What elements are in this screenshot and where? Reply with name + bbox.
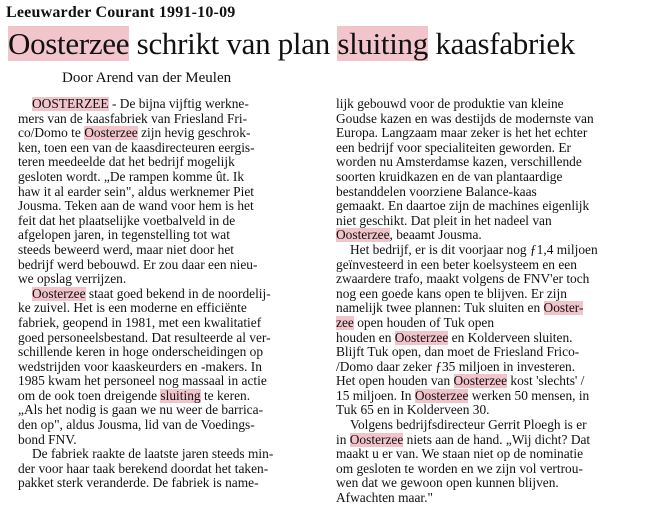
article-text: der voor haar taak berekend doordat het taken- xyxy=(18,461,269,476)
headline xyxy=(8,26,658,62)
article-line xyxy=(336,141,654,156)
article-text: , beaamt Jousma. xyxy=(389,228,482,243)
headline-text-2: kaasfabriek xyxy=(427,26,575,61)
article-text: steeds beweerd werd, maar niet door het xyxy=(18,242,235,257)
article-text: soorten kruidkazen en de van plantaardige xyxy=(336,169,563,184)
article-line xyxy=(336,301,654,316)
article-line xyxy=(336,228,654,243)
article-text: teren meedeelde dat het bedrijf mogelijk xyxy=(18,155,235,170)
article-line xyxy=(18,214,327,229)
article-text: geïnvesteerd in een beter koelsysteem en een xyxy=(336,257,577,272)
article-text: Goudse kazen en was destijds de modernste van xyxy=(336,111,594,126)
article-line xyxy=(18,462,327,477)
article-line xyxy=(18,185,327,200)
article-line xyxy=(18,170,327,185)
article-line xyxy=(336,97,654,112)
article-text: nog een goede kans open te blijven. Er zijn xyxy=(336,286,567,301)
article-line xyxy=(336,126,654,141)
article-text: Volgens bedrijfsdirecteur Gerrit Ploegh is er xyxy=(350,418,587,433)
article-line xyxy=(18,141,327,156)
article-line xyxy=(18,433,327,448)
headline-keyword-oosterzee: Oosterzee xyxy=(8,26,130,61)
article-line xyxy=(336,258,654,273)
article-line xyxy=(18,258,327,273)
article-line xyxy=(18,403,327,418)
article-text: bedrijf werd bebouwd. Er zou daar een nieu- xyxy=(18,257,258,272)
article-text: den op", aldus Jousma, lid van de Voedings- xyxy=(18,418,255,433)
article-line xyxy=(336,403,654,418)
highlighted-term: OOSTERZEE xyxy=(32,97,109,111)
highlighted-term: Ooster- xyxy=(543,301,584,316)
article-text: 15 miljoen. In xyxy=(336,388,415,403)
highlighted-term: Oosterzee xyxy=(349,432,404,447)
article-text: worden nu Amsterdamse kazen, verschillende xyxy=(336,155,582,170)
article-line xyxy=(336,155,654,170)
article-text: „Als het nodig is gaan we nu weer de barrica- xyxy=(18,403,264,418)
article-line xyxy=(18,199,327,214)
article-text: /Domo daar zeker ƒ35 miljoen in investeren. xyxy=(336,359,576,374)
article-line xyxy=(336,185,654,200)
article-line xyxy=(336,316,654,331)
article-line xyxy=(18,287,327,302)
article-line xyxy=(336,272,654,287)
article-text: open houden of Tuk open xyxy=(353,315,495,330)
article-text: ke zuivel. Het is een moderne en efficiënte xyxy=(18,301,247,316)
article-text: om gesloten te worden en we zijn vol vertrou- xyxy=(336,461,583,476)
article-text: om de ook toen dreigende xyxy=(18,388,161,403)
article-text: 1985 kwam het personeel nog massaal in actie xyxy=(18,374,267,389)
article-line xyxy=(18,301,327,316)
article-text: werken 50 mensen, in xyxy=(468,388,590,403)
article-text: wedstrijden voor kaaskeurders en -makers. In xyxy=(18,359,262,374)
article-line xyxy=(336,433,654,448)
highlighted-term: zee xyxy=(336,315,354,330)
article-text: co/Domo te xyxy=(18,126,85,141)
article-line xyxy=(336,389,654,404)
article-line xyxy=(336,476,654,491)
article-line xyxy=(18,374,327,389)
article-text: wen dat we gewoon open kunnen blijven. xyxy=(336,476,559,491)
article-text: niet geschikt. Dat pleit in het nadeel van xyxy=(336,213,552,228)
article-line xyxy=(336,199,654,214)
article-text: schillende keren in hoge onderscheidingen op xyxy=(18,345,264,360)
article-line xyxy=(336,214,654,229)
headline-keyword-sluiting: sluiting xyxy=(337,26,428,61)
article-line xyxy=(18,155,327,170)
article-text: Blijft Tuk open, dan moet de Friesland Frico- xyxy=(336,345,580,360)
article-line xyxy=(336,360,654,375)
article-line xyxy=(18,126,327,141)
article-text: feit dat het plaatselijke voetbalveld in de xyxy=(18,213,236,228)
article-line xyxy=(336,491,654,506)
article-line xyxy=(336,418,654,433)
article-text: Europa. Langzaam maar zeker is het het echter xyxy=(336,126,588,141)
article-line xyxy=(18,389,327,404)
article-line xyxy=(336,462,654,477)
highlighted-term: Oosterzee xyxy=(84,126,138,141)
article-text: Afwachten maar." xyxy=(336,491,433,506)
article-line xyxy=(18,418,327,433)
article-line xyxy=(336,170,654,185)
highlighted-term: Oosterzee xyxy=(336,228,390,243)
article-text: goed personeelsbestand. Dat resulteerde al ver- xyxy=(18,330,271,345)
article-line xyxy=(18,243,327,258)
article-text: pakket sterk veranderde. De fabriek is name- xyxy=(18,476,259,491)
article-text: namelijk twee plannen: Tuk sluiten en xyxy=(336,301,544,316)
article-line xyxy=(336,331,654,346)
article-text: zijn hevig geschrok- xyxy=(137,126,251,141)
article-line xyxy=(18,345,327,360)
article-text: en Kolderveen sluiten. xyxy=(448,330,573,345)
article-text: gemaakt. En daartoe zijn de machines eigenlijk xyxy=(336,199,590,214)
article-text: ken, toen een van de kaasdirecteuren eergis- xyxy=(18,140,255,155)
article-text: Tuk 65 en in Kolderveen 30. xyxy=(336,403,490,418)
article-line xyxy=(336,243,654,258)
byline: Door Arend van der Meulen xyxy=(62,70,232,86)
article-text: we opslag verrijzen. xyxy=(18,272,127,287)
article-text: een bedrijf voor specialiteiten geworden. Er xyxy=(336,140,571,155)
article-text: in xyxy=(336,432,350,447)
article-line xyxy=(18,447,327,462)
article-text: staat goed bekend in de noordelij- xyxy=(85,286,271,301)
article-line xyxy=(336,112,654,127)
article-text: mers van de kaasfabriek van Friesland Fri- xyxy=(18,111,248,126)
article-column-right xyxy=(336,97,654,506)
article-text: De fabriek raakte de laatste jaren steeds min- xyxy=(32,447,274,462)
highlighted-term: Oosterzee xyxy=(32,286,86,301)
article-text: Het open houden van xyxy=(336,374,454,389)
article-text: bond FNV. xyxy=(18,432,77,447)
article-text: gesloten wordt. „De rampen komme ût. Ik xyxy=(18,169,245,184)
article-line xyxy=(18,228,327,243)
article-line xyxy=(18,360,327,375)
highlighted-term: Oosterzee xyxy=(394,330,449,345)
article-text: te keren. xyxy=(200,388,251,403)
article-line xyxy=(336,287,654,302)
highlighted-term: sluiting xyxy=(160,388,201,403)
article-text: haw it al earder sein", aldus werknemer Piet xyxy=(18,184,254,199)
article-line xyxy=(336,447,654,462)
article-text: niets aan de hand. „Wij dicht? Dat xyxy=(403,432,591,447)
article-line xyxy=(18,97,327,112)
article-text: Het bedrijf, er is dit voorjaar nog ƒ1,4 miljoen xyxy=(350,242,598,257)
article-line xyxy=(18,272,327,287)
article-line xyxy=(336,345,654,360)
article-line xyxy=(336,374,654,389)
article-text: bestanddelen voorziene Balance-kaas xyxy=(336,184,537,199)
article-text: houden en xyxy=(336,330,395,345)
article-text: zwaardere trafo, maakt volgens de FNV'er toch xyxy=(336,272,590,287)
article-line xyxy=(18,476,327,491)
highlighted-term: Oosterzee xyxy=(453,374,508,389)
source-label: Leeuwarder Courant 1991-10-09 xyxy=(6,4,236,21)
article-line xyxy=(18,112,327,127)
article-text: fabriek, geopend in 1981, met een kwalitatief xyxy=(18,315,262,330)
article-text: - De bijna vijftig werkne- xyxy=(108,97,249,111)
article-column-left xyxy=(18,97,327,491)
article-line xyxy=(18,316,327,331)
highlighted-term: Oosterzee xyxy=(414,388,469,403)
article-line xyxy=(18,331,327,346)
article-text: Jousma. Teken aan de wand voor hem is het xyxy=(18,199,254,214)
article-text: maakt u er van. We staan niet op de nominatie xyxy=(336,447,584,462)
article-text: afgelopen jaren, in tegenstelling tot wat xyxy=(18,228,230,243)
headline-text-1: schrikt van plan xyxy=(129,26,338,61)
article-text: lijk gebouwd voor de produktie van kleine xyxy=(336,97,564,111)
article-text: kost 'slechts' / xyxy=(507,374,585,389)
